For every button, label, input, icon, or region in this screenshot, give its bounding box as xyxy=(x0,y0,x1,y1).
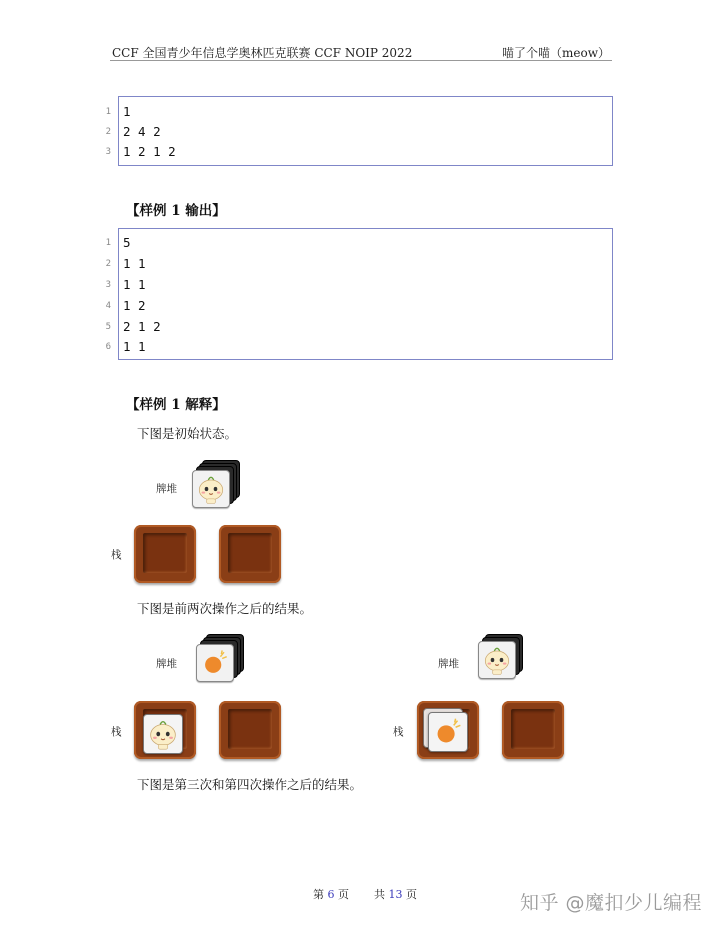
line-number: 4 xyxy=(105,301,111,311)
explanation-para-after-four: 下图是第三次和第四次操作之后的结果。 xyxy=(137,777,363,792)
code-text: 1 1 xyxy=(123,256,146,271)
pile-label: 牌堆 xyxy=(156,658,177,670)
total-prefix: 共 xyxy=(374,888,385,901)
explanation-para-after-two: 下图是前两次操作之后的结果。 xyxy=(137,601,313,616)
code-text: 1 1 xyxy=(123,277,146,292)
card-pile xyxy=(196,634,242,678)
line-number: 5 xyxy=(105,322,111,332)
line-number: 2 xyxy=(105,259,111,269)
code-text: 1 2 1 2 xyxy=(123,144,176,159)
code-text: 2 4 2 xyxy=(123,124,161,139)
watermark: 知乎 @魔扣少儿编程 xyxy=(519,892,702,914)
explanation-title: 【样例 1 解释】 xyxy=(126,397,226,413)
line-number: 3 xyxy=(105,147,111,157)
orange-card-icon xyxy=(196,644,234,682)
stack-label: 栈 xyxy=(393,726,404,738)
line-number: 1 xyxy=(105,107,111,117)
code-text: 1 2 xyxy=(123,298,146,313)
sample-input-box xyxy=(105,96,613,166)
stack-label: 栈 xyxy=(111,549,122,561)
header-divider xyxy=(110,60,612,61)
cat-card-icon xyxy=(143,714,183,754)
header-problem-name: 喵了个喵（meow） xyxy=(502,46,610,60)
code-text: 1 1 xyxy=(123,339,146,354)
header-title: CCF 全国青少年信息学奥林匹克联赛 CCF NOIP 2022 xyxy=(112,46,413,60)
total-suffix: 页 xyxy=(406,888,417,901)
total-pages: 13 xyxy=(388,888,403,901)
card-pile xyxy=(192,460,238,504)
cat-card-icon xyxy=(478,641,516,679)
sample-output-box xyxy=(105,228,613,360)
page-number: 6 xyxy=(327,888,335,901)
stack-slot-2 xyxy=(219,525,281,583)
page-prefix: 第 xyxy=(313,888,324,901)
pile-label: 牌堆 xyxy=(438,658,459,670)
line-number: 1 xyxy=(105,238,111,248)
pile-label: 牌堆 xyxy=(156,483,177,495)
line-number: 3 xyxy=(105,280,111,290)
cat-card-icon xyxy=(192,470,230,508)
code-text: 2 1 2 xyxy=(123,319,161,334)
stack-label: 栈 xyxy=(111,726,122,738)
stack-slot-1 xyxy=(134,525,196,583)
line-number: 2 xyxy=(105,127,111,137)
orange-card-icon xyxy=(428,712,468,752)
card-pile xyxy=(478,634,524,678)
code-text: 1 xyxy=(123,104,131,119)
stack-slot-2 xyxy=(502,701,564,759)
page-suffix: 页 xyxy=(338,888,349,901)
stack-slot-2 xyxy=(219,701,281,759)
sample-output-title: 【样例 1 输出】 xyxy=(126,203,226,219)
code-text: 5 xyxy=(123,235,131,250)
explanation-para-initial: 下图是初始状态。 xyxy=(137,426,238,441)
line-number: 6 xyxy=(105,342,111,352)
page-footer xyxy=(313,886,417,902)
